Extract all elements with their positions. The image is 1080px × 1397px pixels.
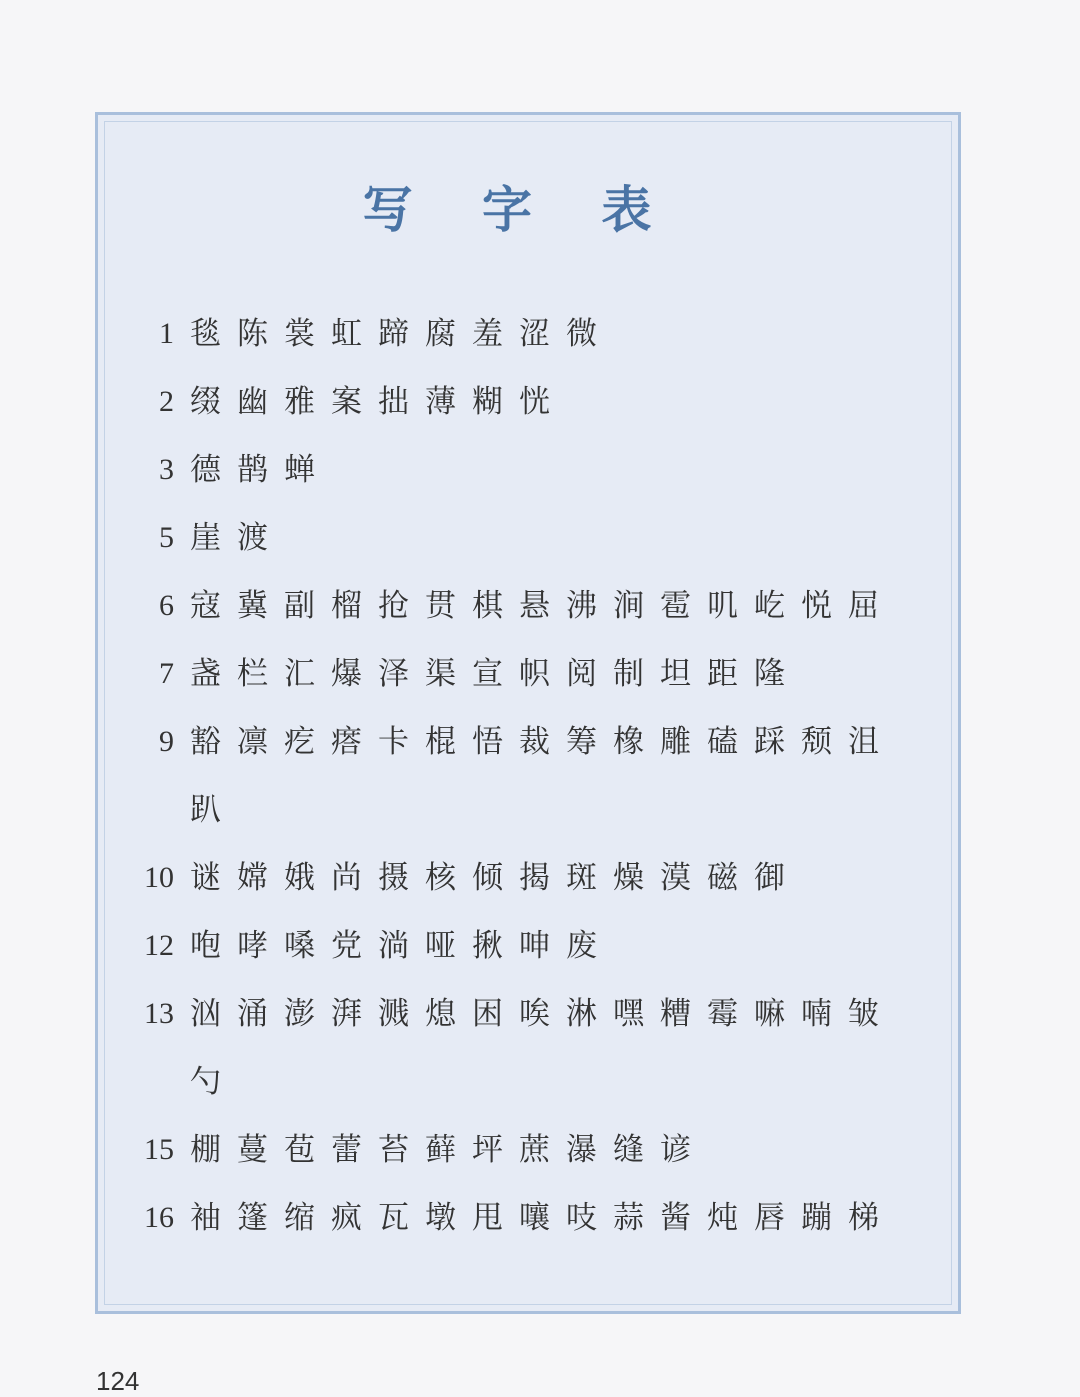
lesson-number: 2: [159, 385, 174, 418]
list-item: [120, 1190, 940, 1258]
lesson-number: 9: [159, 725, 174, 758]
lesson-number: 10: [144, 861, 174, 894]
lesson-characters: 咆哮嗓党淌哑揪呻废: [190, 928, 613, 964]
lesson-characters: 豁凛疙瘩卡棍悟裁筹橡雕磕踩颓沮趴: [190, 724, 895, 828]
lesson-characters: 崖渡: [190, 520, 284, 556]
list-item: [120, 374, 940, 442]
lesson-characters: 毯陈裳虹蹄腐羞涩微: [190, 316, 613, 352]
list-item: [120, 306, 940, 374]
lesson-characters: 盏栏汇爆泽渠宣帜阅制坦距隆: [190, 656, 801, 692]
lesson-number: 16: [144, 1201, 174, 1234]
lesson-number: 1: [159, 317, 174, 350]
lesson-number: 12: [144, 929, 174, 962]
lesson-number: 15: [144, 1133, 174, 1166]
lesson-characters: 缀幽雅案拙薄糊恍: [190, 384, 566, 420]
lesson-characters: 袖篷缩疯瓦墩甩嚷吱蒜酱炖唇蹦梯: [190, 1200, 895, 1236]
lesson-characters: 寇冀副榴抢贯棋悬沸涧雹叽屹悦屈: [190, 588, 895, 624]
list-item: [120, 714, 940, 850]
lesson-number: 5: [159, 521, 174, 554]
list-item: [120, 646, 940, 714]
lesson-number: 13: [144, 997, 174, 1030]
lesson-characters: 汹涌澎湃溅熄困唉淋嘿糟霉嘛喃皱勺: [190, 996, 895, 1100]
lesson-number: 7: [159, 657, 174, 690]
list-item: [120, 1122, 940, 1190]
list-item: [120, 578, 940, 646]
page-title: 写 字 表: [362, 181, 678, 239]
lesson-characters: 谜嫦娥尚摄核倾揭斑燥漠磁御: [190, 860, 801, 896]
list-item: [120, 986, 940, 1122]
list-item: [120, 850, 940, 918]
lesson-number: 6: [159, 589, 174, 622]
list-item: [120, 510, 940, 578]
page-number: 124: [96, 1366, 140, 1396]
list-item: [120, 442, 940, 510]
list-item: [120, 918, 940, 986]
lesson-number: 3: [159, 453, 174, 486]
lesson-characters: 棚蔓苞蕾苔藓坪蔗瀑缝谚: [190, 1132, 707, 1168]
lesson-characters: 德鹊蝉: [190, 452, 331, 488]
character-list: [120, 306, 940, 1258]
